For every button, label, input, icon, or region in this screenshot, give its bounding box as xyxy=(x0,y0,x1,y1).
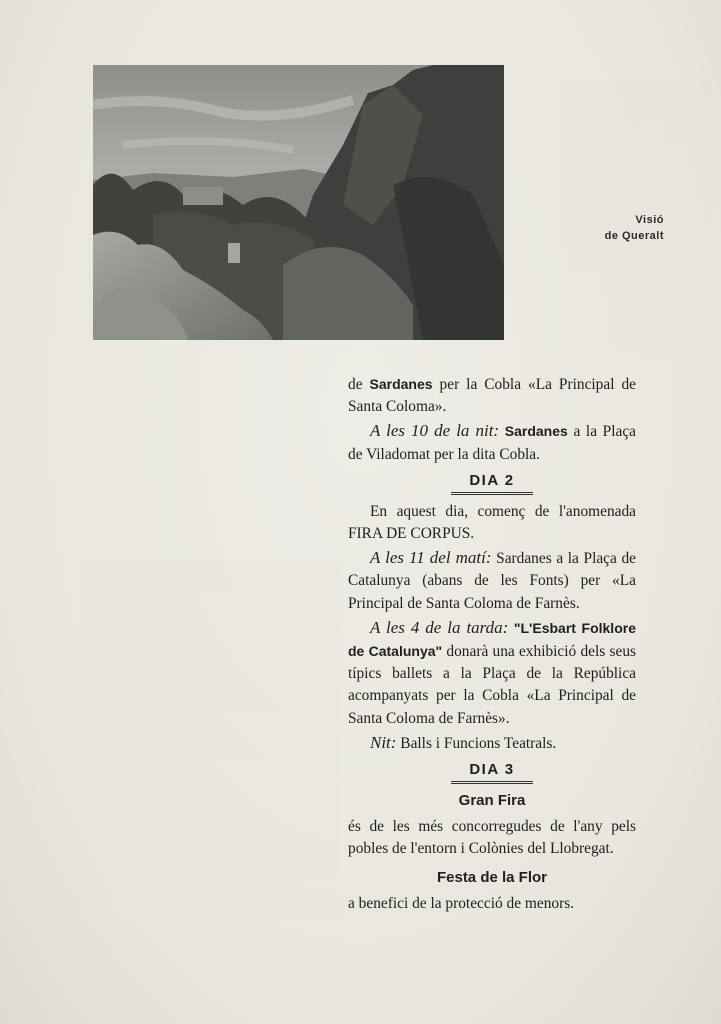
bold-text: Sardanes xyxy=(504,423,568,440)
show-through xyxy=(80,560,340,920)
text: Sardanes a la Plaça de Catalunya (abans de les Fonts) per «La Principal de Santa Coloma de Farnès. xyxy=(348,550,637,612)
section-heading-dia-2: DIA 2 xyxy=(348,470,636,495)
text: de xyxy=(348,376,370,393)
section-heading-dia-3: DIA 3 xyxy=(348,759,636,784)
paragraph xyxy=(348,373,636,418)
bold-text: "L'Esbart Folklore de Catalunya" xyxy=(348,619,636,660)
landscape-image xyxy=(93,65,504,340)
italic-lead: A les 11 del matí: xyxy=(370,548,492,568)
paragraph: En aquest dia, començ de l'anomenada FIRA DE CORPUS. xyxy=(348,502,636,543)
bold-text: Sardanes xyxy=(369,376,433,392)
caption-line-1: Visió xyxy=(635,214,664,226)
text: per la Cobla «La Principal de Santa Coloma». xyxy=(348,376,636,416)
caption-line-2: de Queralt xyxy=(604,230,664,242)
paragraph xyxy=(348,547,636,615)
subheading-festa-flor: Festa de la Flor xyxy=(436,868,548,886)
text: donarà una exhibició dels seus típics ballets a la Plaça de la República acompanyats per la Cobla «La Principal de Santa Coloma de Farnès». xyxy=(348,643,637,727)
italic-lead: Nit: xyxy=(370,732,397,752)
text: a la Plaça de Viladomat per la dita Cobla. xyxy=(348,423,637,463)
italic-lead: A les 4 de la tarda: xyxy=(370,617,509,637)
program-text xyxy=(348,373,636,917)
italic-lead: A les 10 de la nit: xyxy=(370,421,500,441)
photo-caption xyxy=(572,212,664,244)
queralt-photo xyxy=(93,65,504,340)
paragraph xyxy=(348,617,636,730)
paragraph: a benefici de la protecció de menors. xyxy=(348,894,575,912)
subheading-gran-fira: Gran Fira xyxy=(458,792,526,810)
paragraph xyxy=(348,420,636,465)
paragraph: és de les més concorregudes de l'any pels pobles de l'entorn i Colònies del Llobregat. xyxy=(348,818,636,858)
paragraph xyxy=(348,732,636,755)
text: Balls i Funcions Teatrals. xyxy=(396,734,557,752)
